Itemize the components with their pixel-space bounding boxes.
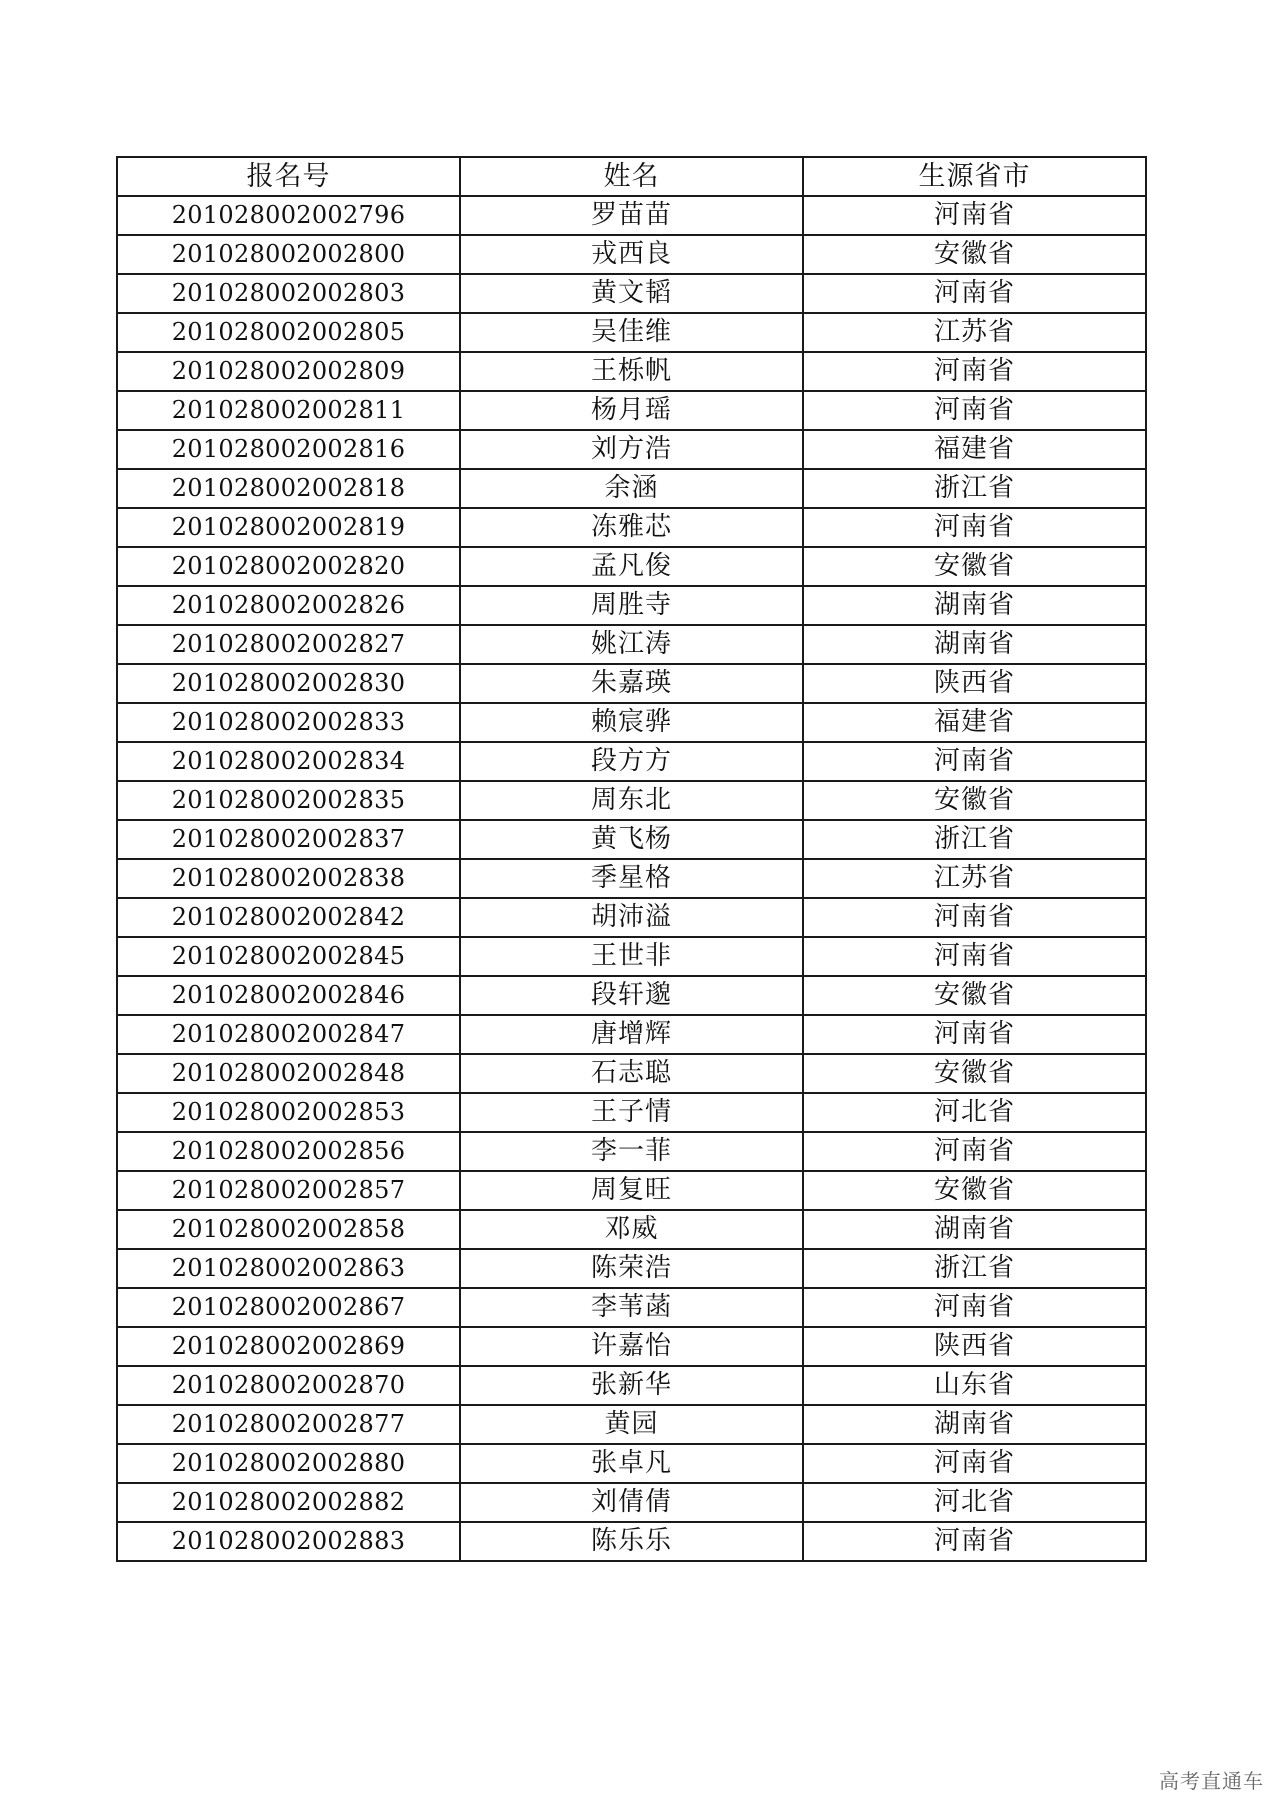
student-name-cell: 姚江涛 <box>460 625 803 664</box>
origin-province-cell: 河南省 <box>803 1288 1146 1327</box>
origin-province-cell: 河南省 <box>803 1132 1146 1171</box>
student-name-cell: 王世非 <box>460 937 803 976</box>
student-name-cell: 周东北 <box>460 781 803 820</box>
origin-province-cell: 江苏省 <box>803 859 1146 898</box>
table-row <box>117 352 1146 391</box>
registration-number-cell: 201028002002800 <box>117 235 460 274</box>
table-row <box>117 1483 1146 1522</box>
table-row <box>117 547 1146 586</box>
origin-province-cell: 安徽省 <box>803 976 1146 1015</box>
student-name-cell: 季星格 <box>460 859 803 898</box>
student-name-cell: 陈乐乐 <box>460 1522 803 1561</box>
table-header <box>117 157 1146 196</box>
registration-number-cell: 201028002002827 <box>117 625 460 664</box>
registration-number-cell: 201028002002847 <box>117 1015 460 1054</box>
registration-number-cell: 201028002002882 <box>117 1483 460 1522</box>
table-row <box>117 820 1146 859</box>
origin-province-cell: 福建省 <box>803 430 1146 469</box>
registration-number-cell: 201028002002803 <box>117 274 460 313</box>
registration-number-cell: 201028002002869 <box>117 1327 460 1366</box>
table-row <box>117 235 1146 274</box>
table-row <box>117 469 1146 508</box>
table-row <box>117 1015 1146 1054</box>
table-row <box>117 1288 1146 1327</box>
origin-province-cell: 河南省 <box>803 1015 1146 1054</box>
table-row <box>117 781 1146 820</box>
table-body <box>117 196 1146 1561</box>
origin-province-cell: 湖南省 <box>803 586 1146 625</box>
header-name: 姓名 <box>460 157 803 196</box>
origin-province-cell: 安徽省 <box>803 547 1146 586</box>
registration-number-cell: 201028002002838 <box>117 859 460 898</box>
registration-number-cell: 201028002002820 <box>117 547 460 586</box>
table-row <box>117 508 1146 547</box>
origin-province-cell: 河南省 <box>803 508 1146 547</box>
student-name-cell: 唐增辉 <box>460 1015 803 1054</box>
student-name-cell: 段轩邈 <box>460 976 803 1015</box>
registration-number-cell: 201028002002816 <box>117 430 460 469</box>
origin-province-cell: 河南省 <box>803 898 1146 937</box>
student-name-cell: 刘方浩 <box>460 430 803 469</box>
student-name-cell: 罗苗苗 <box>460 196 803 235</box>
origin-province-cell: 河南省 <box>803 391 1146 430</box>
student-name-cell: 王栎帆 <box>460 352 803 391</box>
student-name-cell: 吴佳维 <box>460 313 803 352</box>
student-name-cell: 陈荣浩 <box>460 1249 803 1288</box>
student-name-cell: 孟凡俊 <box>460 547 803 586</box>
origin-province-cell: 陕西省 <box>803 664 1146 703</box>
registration-number-cell: 201028002002837 <box>117 820 460 859</box>
table-row <box>117 664 1146 703</box>
origin-province-cell: 安徽省 <box>803 1054 1146 1093</box>
origin-province-cell: 河南省 <box>803 196 1146 235</box>
origin-province-cell: 河南省 <box>803 352 1146 391</box>
origin-province-cell: 河南省 <box>803 1444 1146 1483</box>
student-name-cell: 段方方 <box>460 742 803 781</box>
registration-number-cell: 201028002002877 <box>117 1405 460 1444</box>
table-row <box>117 742 1146 781</box>
origin-province-cell: 河南省 <box>803 742 1146 781</box>
registration-number-cell: 201028002002834 <box>117 742 460 781</box>
table-row <box>117 313 1146 352</box>
registration-number-cell: 201028002002835 <box>117 781 460 820</box>
table-row <box>117 1444 1146 1483</box>
origin-province-cell: 河南省 <box>803 274 1146 313</box>
origin-province-cell: 福建省 <box>803 703 1146 742</box>
header-row <box>117 157 1146 196</box>
origin-province-cell: 湖南省 <box>803 1210 1146 1249</box>
table-row <box>117 859 1146 898</box>
student-name-cell: 余涵 <box>460 469 803 508</box>
table-row <box>117 1249 1146 1288</box>
origin-province-cell: 安徽省 <box>803 781 1146 820</box>
registration-number-cell: 201028002002796 <box>117 196 460 235</box>
registration-number-cell: 201028002002818 <box>117 469 460 508</box>
origin-province-cell: 河南省 <box>803 1522 1146 1561</box>
registration-number-cell: 201028002002826 <box>117 586 460 625</box>
student-name-cell: 杨月瑶 <box>460 391 803 430</box>
table-row <box>117 625 1146 664</box>
header-origin-province: 生源省市 <box>803 157 1146 196</box>
registration-number-cell: 201028002002833 <box>117 703 460 742</box>
origin-province-cell: 安徽省 <box>803 1171 1146 1210</box>
table-row <box>117 196 1146 235</box>
header-registration-number: 报名号 <box>117 157 460 196</box>
registration-number-cell: 201028002002853 <box>117 1093 460 1132</box>
registration-number-cell: 201028002002809 <box>117 352 460 391</box>
registration-number-cell: 201028002002856 <box>117 1132 460 1171</box>
table-row <box>117 937 1146 976</box>
table-row <box>117 430 1146 469</box>
student-name-cell: 黄文韬 <box>460 274 803 313</box>
origin-province-cell: 浙江省 <box>803 1249 1146 1288</box>
student-name-cell: 黄飞杨 <box>460 820 803 859</box>
student-name-cell: 王子情 <box>460 1093 803 1132</box>
origin-province-cell: 河北省 <box>803 1093 1146 1132</box>
table-row <box>117 1210 1146 1249</box>
student-name-cell: 张新华 <box>460 1366 803 1405</box>
table-row <box>117 1327 1146 1366</box>
origin-province-cell: 湖南省 <box>803 625 1146 664</box>
student-name-cell: 刘倩倩 <box>460 1483 803 1522</box>
registration-number-cell: 201028002002857 <box>117 1171 460 1210</box>
student-name-cell: 周胜寺 <box>460 586 803 625</box>
student-name-cell: 戎西良 <box>460 235 803 274</box>
table-row <box>117 898 1146 937</box>
origin-province-cell: 浙江省 <box>803 469 1146 508</box>
table-row <box>117 391 1146 430</box>
table-row <box>117 703 1146 742</box>
registration-number-cell: 201028002002858 <box>117 1210 460 1249</box>
registration-number-cell: 201028002002848 <box>117 1054 460 1093</box>
student-name-cell: 胡沛溢 <box>460 898 803 937</box>
table-row <box>117 1405 1146 1444</box>
registration-number-cell: 201028002002863 <box>117 1249 460 1288</box>
origin-province-cell: 河北省 <box>803 1483 1146 1522</box>
origin-province-cell: 陕西省 <box>803 1327 1146 1366</box>
table-row <box>117 586 1146 625</box>
registration-number-cell: 201028002002867 <box>117 1288 460 1327</box>
student-name-cell: 黄园 <box>460 1405 803 1444</box>
registration-number-cell: 201028002002845 <box>117 937 460 976</box>
student-name-cell: 李一菲 <box>460 1132 803 1171</box>
student-name-cell: 李苇菡 <box>460 1288 803 1327</box>
registration-number-cell: 201028002002819 <box>117 508 460 547</box>
student-name-cell: 周复旺 <box>460 1171 803 1210</box>
registration-number-cell: 201028002002846 <box>117 976 460 1015</box>
student-name-cell: 冻雅芯 <box>460 508 803 547</box>
origin-province-cell: 山东省 <box>803 1366 1146 1405</box>
table-row <box>117 1171 1146 1210</box>
table-row <box>117 976 1146 1015</box>
origin-province-cell: 浙江省 <box>803 820 1146 859</box>
registration-number-cell: 201028002002805 <box>117 313 460 352</box>
student-name-cell: 朱嘉瑛 <box>460 664 803 703</box>
origin-province-cell: 河南省 <box>803 937 1146 976</box>
student-name-cell: 赖宸骅 <box>460 703 803 742</box>
table-row <box>117 1522 1146 1561</box>
table-row <box>117 1366 1146 1405</box>
table-row <box>117 1054 1146 1093</box>
student-name-cell: 邓威 <box>460 1210 803 1249</box>
table-row <box>117 1093 1146 1132</box>
table-row <box>117 274 1146 313</box>
registration-number-cell: 201028002002880 <box>117 1444 460 1483</box>
registration-number-cell: 201028002002842 <box>117 898 460 937</box>
student-name-cell: 许嘉怡 <box>460 1327 803 1366</box>
student-name-cell: 张卓凡 <box>460 1444 803 1483</box>
registration-number-cell: 201028002002870 <box>117 1366 460 1405</box>
origin-province-cell: 湖南省 <box>803 1405 1146 1444</box>
student-name-cell: 石志聪 <box>460 1054 803 1093</box>
origin-province-cell: 江苏省 <box>803 313 1146 352</box>
registration-number-cell: 201028002002883 <box>117 1522 460 1561</box>
admission-list-table <box>116 156 1147 1562</box>
registration-number-cell: 201028002002830 <box>117 664 460 703</box>
origin-province-cell: 安徽省 <box>803 235 1146 274</box>
watermark-text: 高考直通车 <box>1159 1769 1264 1793</box>
table-row <box>117 1132 1146 1171</box>
registration-number-cell: 201028002002811 <box>117 391 460 430</box>
